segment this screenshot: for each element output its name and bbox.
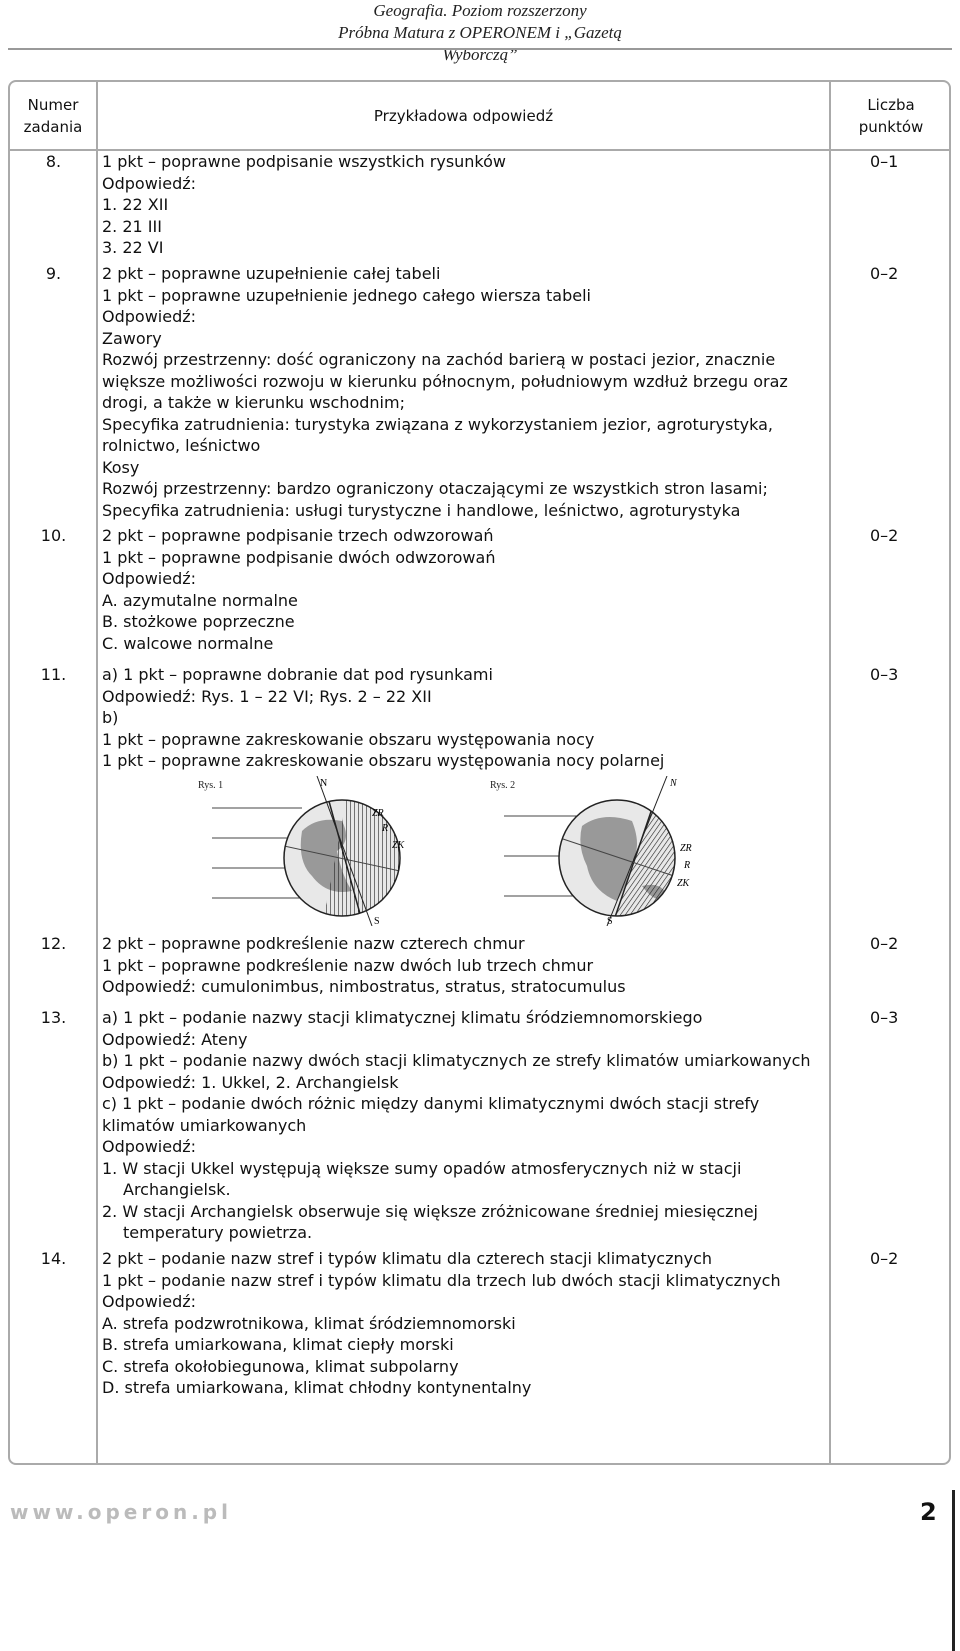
task-number: 10. bbox=[40, 526, 67, 545]
south-label: S bbox=[607, 916, 613, 926]
answer-text bbox=[102, 933, 832, 998]
answer-line: B. stożkowe poprzeczne bbox=[102, 612, 295, 631]
figure-label: Rys. 1 bbox=[198, 780, 224, 791]
answer-line: 2 pkt – poprawne podpisanie trzech odwzorowań bbox=[102, 526, 494, 545]
answer-line: Odpowiedź: bbox=[102, 1292, 197, 1311]
south-label: S bbox=[374, 916, 380, 926]
answer-line: 2. 21 III bbox=[102, 216, 162, 236]
answer-line: Odpowiedź: bbox=[102, 1137, 197, 1156]
task-number: 9. bbox=[45, 264, 62, 283]
task-number: 14. bbox=[40, 1249, 67, 1268]
answer-line: b) 1 pkt – podanie nazwy dwóch stacji klimatycznych ze strefy klimatów umiarkowanych bbox=[102, 1051, 811, 1070]
answer-line: b) bbox=[102, 708, 119, 727]
answer-line: klimatów umiarkowanych bbox=[102, 1115, 307, 1135]
answer-line: 1. 22 XII bbox=[102, 195, 169, 214]
answer-line: Rozwój przestrzenny: bardzo ograniczony otaczającymi ze wszystkich stron lasami; bbox=[102, 479, 768, 498]
earth-illumination-figures bbox=[102, 776, 742, 926]
answer-line: 1 pkt – poprawne zakreskowanie obszaru występowania nocy bbox=[102, 729, 595, 749]
answer-key-table bbox=[8, 80, 951, 1465]
answer-line: rolnictwo, leśnictwo bbox=[102, 436, 261, 455]
answer-line: 1 pkt – podanie nazw stref i typów klimatu dla trzech lub dwóch stacji klimatycznych bbox=[102, 1270, 781, 1290]
points-value: 0–2 bbox=[870, 526, 899, 545]
answer-text bbox=[102, 525, 832, 654]
header-rule bbox=[8, 48, 952, 50]
answer-line: Specyfika zatrudnienia: turystyka związana z wykorzystaniem jezior, agroturystyka, bbox=[102, 414, 773, 434]
answer-line: 2 pkt – poprawne podkreślenie nazw czterech chmur bbox=[102, 934, 525, 953]
answer-line: 1 pkt – poprawne zakreskowanie obszaru występowania nocy polarnej bbox=[102, 751, 665, 770]
answer-line: D. strefa umiarkowana, klimat chłodny kontynentalny bbox=[102, 1378, 532, 1397]
answer-text bbox=[102, 151, 832, 259]
points-value: 0–3 bbox=[870, 665, 899, 684]
header-subject: Geografia. Poziom rozszerzony bbox=[373, 1, 587, 20]
task-number: 11. bbox=[40, 665, 67, 684]
answer-line: 1 pkt – poprawne podkreślenie nazw dwóch lub trzech chmur bbox=[102, 955, 594, 975]
figure-2 bbox=[490, 776, 702, 926]
answer-line: Kosy bbox=[102, 457, 140, 477]
answer-line: Odpowiedź: cumulonimbus, nimbostratus, stratus, stratocumulus bbox=[102, 977, 626, 996]
answer-text bbox=[102, 263, 832, 521]
answer-line: drogi, a także w kierunku wschodnim; bbox=[102, 393, 405, 412]
answer-line: Odpowiedź: bbox=[102, 173, 197, 193]
answer-line: Archangielsk. bbox=[123, 1180, 231, 1199]
answer-line: A. azymutalne normalne bbox=[102, 590, 298, 610]
answer-line: 2 pkt – poprawne uzupełnienie całej tabeli bbox=[102, 264, 441, 283]
answer-text bbox=[102, 664, 832, 772]
answer-line: a) 1 pkt – podanie nazwy stacji klimatycznej klimatu śródziemnomorskiego bbox=[102, 1008, 703, 1027]
points-value: 0–2 bbox=[870, 1249, 899, 1268]
answer-line: 1 pkt – poprawne podpisanie dwóch odwzorowań bbox=[102, 547, 496, 567]
points-value: 0–2 bbox=[870, 264, 899, 283]
footer-bar bbox=[952, 1490, 955, 1651]
answer-line: A. strefa podzwrotnikowa, klimat śródziemnomorski bbox=[102, 1313, 516, 1333]
figure-1 bbox=[198, 776, 406, 926]
publisher-url: www.operon.pl bbox=[10, 1500, 232, 1524]
answer-line: B. strefa umiarkowana, klimat ciepły morski bbox=[102, 1335, 454, 1354]
column-header-points bbox=[831, 82, 951, 149]
zk-label: ZK bbox=[392, 840, 405, 851]
north-label: N bbox=[320, 778, 328, 789]
task-number: 13. bbox=[40, 1008, 67, 1027]
column-header-task-number bbox=[10, 82, 96, 149]
answer-line: 1 pkt – poprawne uzupełnienie jednego całego wiersza tabeli bbox=[102, 285, 591, 305]
answer-line: Odpowiedź: 1. Ukkel, 2. Archangielsk bbox=[102, 1072, 399, 1092]
answer-line: a) 1 pkt – poprawne dobranie dat pod rysunkami bbox=[102, 665, 493, 684]
column-header-sample-answer bbox=[98, 82, 829, 149]
zr-label: ZR bbox=[372, 808, 384, 819]
answer-line: 2 pkt – podanie nazw stref i typów klimatu dla czterech stacji klimatycznych bbox=[102, 1249, 713, 1268]
north-label: N bbox=[670, 778, 677, 789]
task-number: 12. bbox=[40, 934, 67, 953]
answer-line: Odpowiedź: Ateny bbox=[102, 1029, 248, 1049]
answer-line: 3. 22 VI bbox=[102, 238, 164, 257]
column-header-text: Numer bbox=[27, 95, 79, 114]
answer-line: Odpowiedź: Rys. 1 – 22 VI; Rys. 2 – 22 XII bbox=[102, 686, 432, 706]
answer-line: c) 1 pkt – podanie dwóch różnic między danymi klimatycznymi dwóch stacji strefy bbox=[102, 1094, 760, 1113]
column-header-text: Liczba bbox=[867, 95, 915, 114]
page-number: 2 bbox=[920, 1498, 937, 1526]
answer-text bbox=[102, 1007, 832, 1244]
answer-line: Odpowiedź: bbox=[102, 307, 197, 326]
column-header-text: zadania bbox=[23, 117, 83, 136]
answer-line: Odpowiedź: bbox=[102, 569, 197, 588]
header-exam-title: Próbna Matura z OPERONEM i „Gazetą Wyborczą” bbox=[338, 23, 622, 64]
column-header-text: punktów bbox=[858, 117, 924, 136]
task-number: 8. bbox=[45, 152, 62, 171]
r-label: R bbox=[382, 823, 389, 834]
answer-line: C. walcowe normalne bbox=[102, 633, 274, 653]
answer-line: 1. W stacji Ukkel występują większe sumy opadów atmosferycznych niż w stacji bbox=[102, 1158, 742, 1178]
answer-line: C. strefa okołobiegunowa, klimat subpolarny bbox=[102, 1356, 459, 1376]
figure-label: Rys. 2 bbox=[490, 780, 516, 791]
zk-label: ZK bbox=[677, 878, 690, 889]
points-value: 0–3 bbox=[870, 1008, 899, 1027]
zr-label: ZR bbox=[680, 843, 692, 854]
points-value: 0–2 bbox=[870, 934, 899, 953]
answer-line: większe możliwości rozwoju w kierunku północnym, południowym wzdłuż brzegu oraz bbox=[102, 371, 788, 391]
answer-line: temperatury powietrza. bbox=[123, 1223, 313, 1242]
answer-line: Specyfika zatrudnienia: usługi turystyczne i handlowe, leśnictwo, agroturystyka bbox=[102, 500, 741, 520]
answer-line: Zawory bbox=[102, 328, 162, 348]
points-value: 0–1 bbox=[870, 152, 899, 171]
answer-line: 2. W stacji Archangielsk obserwuje się większe zróżnicowane średniej miesięcznej bbox=[102, 1201, 758, 1221]
answer-line: 1 pkt – poprawne podpisanie wszystkich rysunków bbox=[102, 152, 506, 171]
r-label: R bbox=[684, 860, 691, 871]
column-header-text: Przykładowa odpowiedź bbox=[373, 106, 554, 125]
answer-line: Rozwój przestrzenny: dość ograniczony na zachód barierą w postaci jezior, znacznie bbox=[102, 350, 776, 369]
page-header bbox=[0, 0, 960, 64]
answer-text bbox=[102, 1248, 832, 1399]
